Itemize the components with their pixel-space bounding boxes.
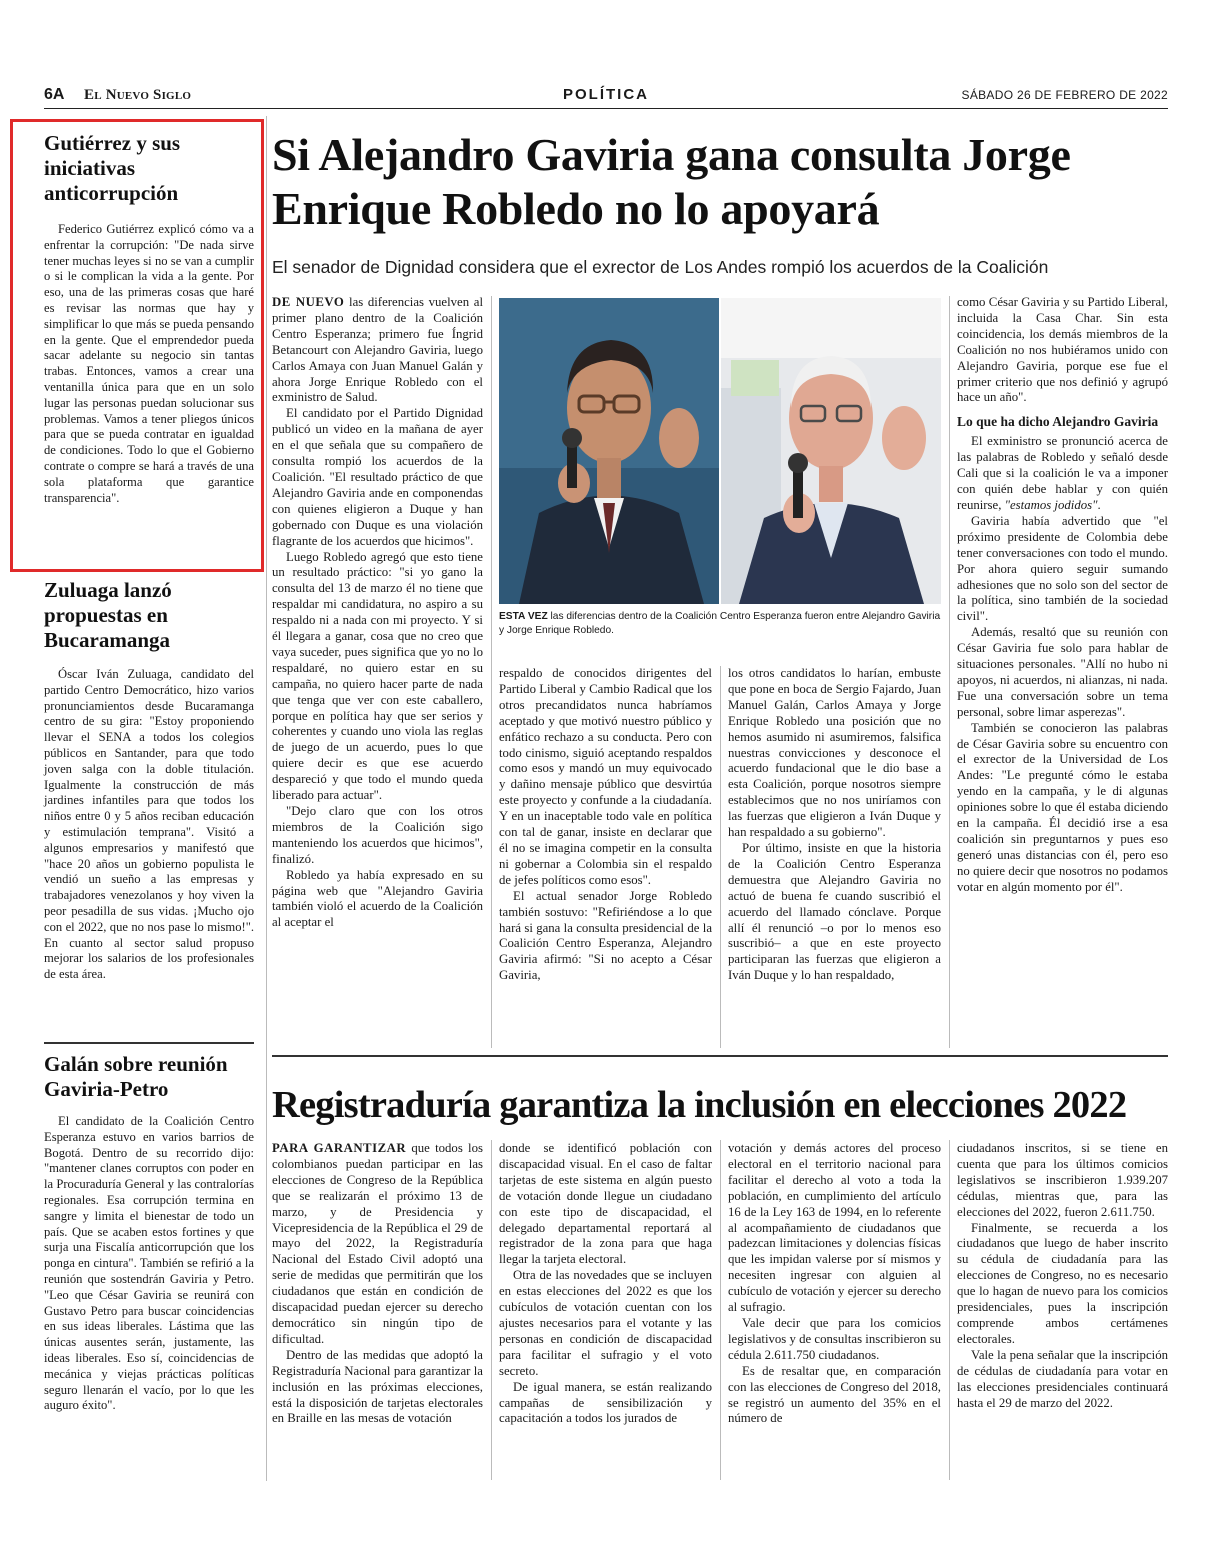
paragraph: Además, resaltó que su reunión con César Gaviria fue solo para hablar de situaciones personales. "Allí no hubo ni apoyos, ni acuerdos, ni alianzas, ni nada. Fue una conversación sobre un tema personal, sobre limar asperezas". — [957, 625, 1168, 719]
paragraph: Por último, insiste en que la historia de la Coalición Centro Esperanza demuestra que Alejandro Gaviria no actuó de buena fe cuando suscribió el acuerdo del llamado cónclave. Porque allí él renunció –o por lo menos eso suscribió– a que en este proyecto participaran las fuerzas que eligieron a Iván Duque y lo han respaldado, — [728, 840, 941, 983]
column-divider — [720, 666, 721, 1048]
article-subtitle: El senador de Dignidad considera que el exrector de Los Andes rompió los acuerdos de la Coalición — [272, 257, 1049, 277]
paragraph: Vale decir que para los comicios legislativos y de consultas inscribieron su cédula 2.611.750 ciudadanos. — [728, 1315, 941, 1362]
article-headline: Registraduría garantiza la inclusión en elecciones 2022 — [272, 1084, 1127, 1126]
paragraph: los otros candidatos lo harían, embuste que pone en boca de Sergio Fajardo, Juan Manuel Galán, Carlos Amaya y Jorge Enrique Robledo una posición que no hemos asumido ni asumiremos, falsifica nuestras convicciones y desconoce el acuerdo fundacional que le dio base a esta Coalición, porque nosotros siempre establecimos que no nos uniríamos con las fuerzas que eligieron a Iván Duque y han respaldado a su gobierno". — [728, 666, 941, 840]
paragraph: Otra de las novedades que se incluyen en estas elecciones del 2022 es que los cubículos de votación cuentan con los ajustes necesarios para el votante y las personas en condición de discapacidad para facilitar el sufragio y el voto secreto. — [499, 1268, 712, 1378]
paragraph: Gaviria había advertido que "el próximo presidente de Colombia debe tener conversaciones con todo el mundo. Por ahora quiero seguir sumando adhesiones que no solo son del sector de la política, sino también de la sociedad civil". — [957, 513, 1168, 624]
paragraph: El exministro se pronunció acerca de las palabras de Robledo y señaló desde Cali que si la coalición le va a imponer con quién debe hablar y con quién reunirse, "estamos jodidos". — [957, 434, 1168, 512]
paragraph: También se conocieron las palabras de César Gaviria sobre su encuentro con el exrector de la Universidad de Los Andes: "Le pregunté cómo le estaba yendo en la campaña, y le di algunas opiniones sobre lo que él estaba diciendo en la campaña. Él decidió irse a esa coalición sin preguntarnos y pues eso generó unas distancias con él, pero eso no quiere decir que nosotros no podamos votar en algún momento por él". — [957, 720, 1168, 894]
photo-illustration — [499, 298, 941, 604]
paragraph: Robledo ya había expresado en su página web que "Alejandro Gaviria también violó el acuerdo de la Coalición al aceptar el — [272, 867, 483, 930]
article-column — [728, 1141, 941, 1427]
paragraph: Luego Robledo agregó que esto tiene un resultado práctico: "si yo gano la consulta del 13 de marzo él no tiene que respaldar mi candidatura, no aspiro a su respaldo ni a nada con mi proyecto. Y si él llegara a ganar, cosa que no creo que vaya suceder, pues significa que yo no lo respaldaré, no quiero estar en su campaña, no quiero hacer parte de nada que tenga que ver con este caballero, porque en política hay que ser serios y coherentes y cuando uno viola las reglas de juego de un acuerdo, pues lo que quiere decir es que ese acuerdo despareció y que todo el mundo queda liberado para actuar". — [272, 549, 483, 803]
paragraph: El actual senador Jorge Robledo también sostuvo: "Refiriéndose a lo que hará si gana la consulta presidencial de la Coalición Centro Esperanza, Alejandro Gaviria afirmó: "Si no acepto a César Gaviria, — [499, 888, 712, 983]
article-photo — [499, 298, 941, 604]
paragraph: ciudadanos inscritos, si se tiene en cuenta que para los últimos comicios legislativos se inscribieron 1.939.207 cédulas, mientras que, para las elecciones del 2022, fueron 2.611.750. — [957, 1141, 1168, 1219]
paragraph: como César Gaviria y su Partido Liberal, incluida la Casa Char. Sin esta coincidencia, los demás miembros de la Coalición no nos hubiéramos unido con Alejandro Gaviria, porque ese fue el primer criterio que nos definió y agrupó hace un año". — [957, 295, 1168, 405]
paragraph: respaldo de conocidos dirigentes del Partido Liberal y Cambio Radical que los otros precandidatos nunca habríamos aceptado y que motivó nuestro público y enfático rechazo a su conducta. Pero con todo cinismo, siguió aceptando respaldos como esos y mandó un muy equivocado y dañino mensaje público que desvirtúa este proyecto y confunde a la ciudadanía. Y en un inaceptable todo vale en política con tal de ganar, insiste en declarar que él no se imagina competir en la consulta ni gobernar a Colombia sin el respaldo de jefes políticos como esos". — [499, 666, 712, 887]
sidebar-rule — [44, 1042, 254, 1044]
paragraph: votación y demás actores del proceso electoral en el territorio nacional para facilitar el derecho al voto a toda la población, en cumplimiento del artículo 16 de la Ley 163 de 1994, en lo referente al acompañamiento de ciudadanos que padezcan limitaciones y dolencias físicas que les impidan valerse por sí mismos y necesiten ingresar con alguien al cubículo de votación y ejercer su derecho al sufragio. — [728, 1141, 941, 1315]
sidebar-story-body: Óscar Iván Zuluaga, candidato del partido Centro Democrático, hizo varios pronunciamientos desde Bucaramanga centro de su gira: "Estoy proponiendo llevar el SENA a todos los colegios públicos en Santander, para que todo joven salga con la doble titulación. Igualmente la construcción de más jardines infantiles para que todos los niños entre 0 y 5 años reciban educación y estimulación temprana". Visitó a algunos empresarios y manifestó que "hace 20 años un gobierno populista le vendió un sueño a las empresas y trabajadores venezolanos y hoy viven la peor pesadilla de sus vidas. ¡Mucho ojo con el 2022, que no nos pase lo mismo!". En cuanto al sector salud propuso mejorar los salarios de los profesionales de esta área. — [44, 667, 254, 982]
article-column — [499, 1141, 712, 1427]
article-headline: Si Alejandro Gaviria gana consulta Jorge Enrique Robledo no lo apoyará — [272, 129, 1071, 234]
page-header — [44, 86, 1168, 108]
article-column — [499, 666, 712, 984]
newspaper-name: El Nuevo Siglo — [84, 87, 192, 103]
paragraph: Es de resaltar que, en comparación con las elecciones de Congreso del 2018, se registró un aumento del 35% en el número de — [728, 1363, 941, 1426]
article-column — [957, 295, 1168, 896]
sidebar-story-body: El candidato de la Coalición Centro Esperanza estuvo en varios barrios de Bogotá. Dentro de su recorrido dijo: "mantener clanes corruptos con poder en la Procuraduría General y las contralorías regionales. Esa corrupción termina en sangre y limita el bienestar de todo un país. Que se acaben estos fortines y que surja una Fiscalía anticorrupción que los ponga en cintura". También se refirió a la reunión que sostendrán Gaviria y Petro. "Leo que César Gaviria se reunirá con Gustavo Petro para buscar coincidencias en sus ideas liberales. Lástima que las únicas ausentes serán, justamente, las ideas liberales. Eso sí, coincidencias de mecánica y viejas prácticas políticas seguro llenarán el vacío, por lo que les auguro éxito". — [44, 1114, 254, 1413]
paragraph: PARA GARANTIZAR que todos los colombianos puedan participar en las elecciones de Congreso de la República que se realizarán el próximo 13 de marzo, y de Presidencia y Vicepresidencia de la República el 29 de mayo del 2022, la Registraduría Nacional del Estado Civil adoptó una serie de medidas que permitirán que los ciudadanos que están en condición de discapacidad puedan ejercer su derecho democrático sin ningún tipo de dificultad. — [272, 1141, 483, 1346]
paragraph: El candidato por el Partido Dignidad publicó un video en la mañana de ayer en el que señala que su compañero de consulta rompió los acuerdos de la Coalición. "El resultado práctico de que Alejandro Gaviria ande en componendas con quienes eligieron a Duque y han gobernado con Duque es una violación flagrante de los acuerdos que hicimos". — [272, 406, 483, 548]
sidebar-story-body: Federico Gutiérrez explicó cómo va a enfrentar la corrupción: "De nada sirve tener muchas leyes si no se van a cumplir o si le complican la vida a la gente. Por eso, una de las primeras cosas que haré es revisar las normas que hay y simplificar lo que más se pueda pensando en la gente. Que el emprendedor pueda sacar adelante su negocio sin tantas trabas. Entonces, vamos a crear una ventanilla única para que en un solo lugar las personas puedan solucionar sus problemas. Vamos a tener pliegos únicos para que se pueda contratar en igualdad de condiciones. Todo lo que el Gobierno contrate o compre se hará a través de una sola plataforma que garantice transparencia". — [44, 222, 254, 505]
paragraph: DE NUEVO las diferencias vuelven al primer plano dentro de la Coalición Centro Esperanza; primero fue Íngrid Betancourt con Alejandro Gaviria, luego Carlos Amaya con Juan Manuel Galán y ahora Jorge Enrique Robledo con el exministro de Salud. — [272, 295, 483, 405]
article-column — [272, 295, 483, 931]
column-divider — [491, 1140, 492, 1480]
sidebar-headline: Zuluaga lanzó propuestas en Bucaramanga — [44, 578, 172, 652]
photo-caption: ESTA VEZ las diferencias dentro de la Coalición Centro Esperanza fueron entre Alejandro Gaviria y Jorge Enrique Robledo. — [499, 611, 941, 636]
column-divider — [949, 1140, 950, 1480]
article-separator — [272, 1055, 1168, 1057]
sidebar-headline: Gutiérrez y sus iniciativas anticorrupción — [44, 131, 181, 205]
paragraph: De igual manera, se están realizando campañas de sensibilización y capacitación a todos los jurados de — [499, 1379, 712, 1426]
lead-words: PARA GARANTIZAR — [272, 1141, 407, 1155]
lead-words: DE NUEVO — [272, 295, 345, 309]
paragraph: Vale la pena señalar que la inscripción de cédulas de ciudadanía para votar en las elecciones presidenciales continuará hasta el 29 de marzo del 2022. — [957, 1347, 1168, 1410]
issue-date: SÁBADO 26 DE FEBRERO DE 2022 — [961, 88, 1168, 102]
column-divider — [720, 1140, 721, 1480]
paragraph: donde se identificó población con discapacidad visual. En el caso de faltar tarjetas de este sistema en algún puesto de votación donde llegue un ciudadano con este tipo de discapacidad, el delegado departamental reportará al registrador de la zona para que haga llegar la tarjeta electoral. — [499, 1141, 712, 1267]
paragraph: Finalmente, se recuerda a los ciudadanos que luego de haber inscrito su cédula de ciudadanía para las elecciones de Congreso, no es necesario que lo hagan de nuevo para los comicios presidenciales, pues la inscripción comprende ambos certámenes electorales. — [957, 1220, 1168, 1346]
article-column — [272, 1141, 483, 1427]
paragraph: Dentro de las medidas que adoptó la Registraduría Nacional para garantizar la inclusión en las próximas elecciones, está la disposición de tarjetas electorales en Braille en las mesas de votación — [272, 1347, 483, 1426]
sidebar-headline: Galán sobre reunión Gaviria-Petro — [44, 1052, 228, 1101]
paragraph: "Dejo claro que con los otros miembros de la Coalición sigo manteniendo los acuerdos que hicimos", finalizó. — [272, 804, 483, 866]
article-column — [728, 666, 941, 984]
page-number: 6A — [44, 86, 65, 103]
article-subhead: Lo que ha dicho Alejandro Gaviria — [957, 414, 1159, 430]
caption-lead: ESTA VEZ — [499, 611, 548, 622]
section-name: POLÍTICA — [563, 86, 649, 103]
header-rule — [44, 108, 1168, 109]
sidebar-divider — [266, 116, 267, 1481]
column-divider — [949, 296, 950, 1048]
quote-emphasis: "estamos jodidos" — [1004, 497, 1098, 512]
column-divider — [491, 296, 492, 1048]
article-column — [957, 1141, 1168, 1411]
